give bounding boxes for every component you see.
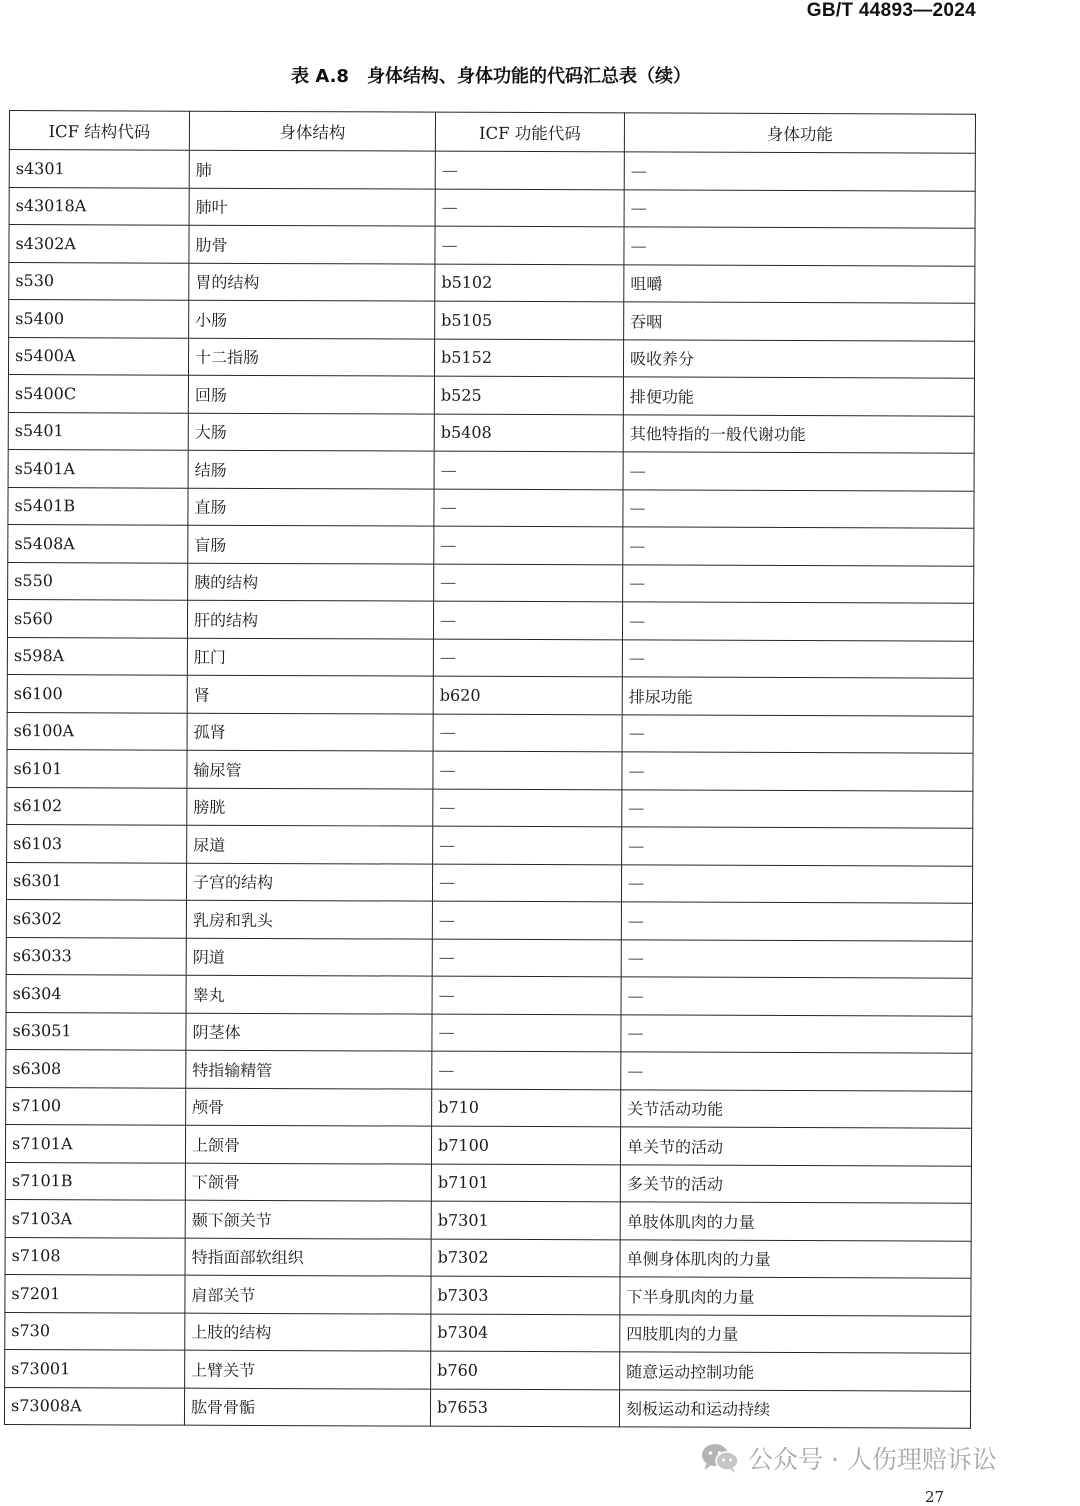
header-body-function: 身体功能 [624, 113, 975, 153]
table-row [9, 187, 975, 228]
body-function-cell: — [624, 189, 975, 228]
page-number: 27 [925, 1488, 945, 1506]
table-row [7, 637, 973, 678]
body-function-cell: — [622, 714, 973, 753]
icf-structure-code-cell: s5400C [8, 374, 188, 412]
icf-function-code-cell: — [432, 1051, 621, 1089]
body-function-cell: 随意运动控制功能 [620, 1352, 971, 1391]
icf-function-code-cell: b7100 [431, 1126, 620, 1164]
table-row [7, 787, 973, 828]
icf-structure-code-cell: s73001 [5, 1349, 185, 1387]
body-function-cell: 吸收养分 [623, 339, 974, 378]
icf-function-code-cell: — [432, 1014, 621, 1052]
body-structure-cell: 肺 [189, 150, 435, 188]
body-function-cell: 排便功能 [623, 377, 974, 416]
icf-structure-code-cell: s5400 [9, 300, 189, 338]
body-function-cell: 单肢体肌肉的力量 [620, 1202, 971, 1241]
table-row [7, 674, 973, 715]
icf-structure-code-cell: s6100A [7, 712, 187, 750]
body-function-cell: — [621, 977, 972, 1016]
icf-function-code-cell: — [432, 901, 621, 939]
icf-function-code-cell: b5152 [434, 339, 623, 377]
table-row [6, 1087, 972, 1128]
icf-structure-code-cell: s560 [7, 599, 187, 637]
icf-structure-code-cell: s6100 [7, 674, 187, 712]
icf-structure-code-cell: s43018A [9, 187, 189, 225]
body-structure-cell: 下颌骨 [185, 1163, 431, 1201]
icf-structure-code-cell: s730 [5, 1312, 185, 1350]
table-row [9, 150, 975, 191]
table-row [8, 487, 974, 528]
body-structure-cell: 胃的结构 [189, 263, 435, 301]
icf-function-code-cell: b7302 [431, 1239, 620, 1277]
header-icf-function-code: ICF 功能代码 [435, 112, 624, 152]
icf-structure-code-cell: s7101A [5, 1124, 185, 1162]
table-row [8, 374, 974, 415]
body-function-cell: — [624, 227, 975, 266]
table-row [8, 412, 974, 453]
icf-structure-code-cell: s63051 [6, 1012, 186, 1050]
icf-function-code-cell: b760 [431, 1351, 620, 1389]
icf-structure-code-cell: s5408A [8, 524, 188, 562]
icf-function-code-cell: — [433, 639, 622, 677]
icf-structure-code-cell: s5401 [8, 412, 188, 450]
table-row [8, 524, 974, 565]
body-function-cell: — [623, 564, 974, 603]
icf-function-code-cell: — [432, 976, 621, 1014]
body-function-cell: — [623, 489, 974, 528]
icf-function-code-cell: b7304 [431, 1314, 620, 1352]
icf-structure-code-cell: s598A [7, 637, 187, 675]
body-function-cell: 多关节的活动 [620, 1164, 971, 1203]
table-row [5, 1199, 971, 1240]
icf-structure-code-cell: s7100 [6, 1087, 186, 1125]
body-function-cell: — [623, 452, 974, 491]
icf-structure-code-cell: s5401A [8, 449, 188, 487]
body-structure-cell: 肱骨骨骺 [184, 1388, 430, 1426]
icf-structure-code-cell: s6308 [6, 1049, 186, 1087]
body-structure-cell: 肛门 [187, 638, 433, 676]
icf-function-code-cell: — [434, 489, 623, 527]
body-structure-cell: 直肠 [188, 488, 434, 526]
body-structure-cell: 输尿管 [187, 750, 433, 788]
table-row [8, 449, 974, 490]
table-title [0, 62, 982, 88]
body-function-cell: — [622, 827, 973, 866]
body-structure-cell: 肝的结构 [187, 600, 433, 638]
body-structure-cell: 回肠 [188, 375, 434, 413]
table-row [5, 1124, 971, 1165]
body-structure-cell: 胰的结构 [188, 563, 434, 601]
icf-function-code-cell: b7303 [431, 1276, 620, 1314]
icf-function-code-cell: — [433, 601, 622, 639]
body-structure-cell: 大肠 [188, 413, 434, 451]
body-structure-cell: 十二指肠 [188, 338, 434, 376]
icf-function-code-cell: — [433, 751, 622, 789]
body-structure-cell: 上臂关节 [185, 1350, 431, 1388]
body-structure-cell: 尿道 [187, 825, 433, 863]
watermark-text: 公众号 · 人伤理赔诉讼 [748, 1445, 997, 1474]
body-function-cell: 四肢肌肉的力量 [620, 1314, 971, 1353]
body-structure-cell: 特指面部软组织 [185, 1238, 431, 1276]
icf-function-code-cell: — [434, 451, 623, 489]
icf-function-code-cell: — [433, 826, 622, 864]
table-row [9, 262, 975, 303]
body-function-cell: 下半身肌肉的力量 [620, 1277, 971, 1316]
icf-function-code-cell: — [434, 564, 623, 602]
table-row [7, 749, 973, 790]
body-function-cell: 关节活动功能 [621, 1089, 972, 1128]
icf-structure-code-cell: s5401B [8, 487, 188, 525]
table-header-row [9, 111, 975, 154]
table-row [6, 974, 972, 1015]
table-row [6, 937, 972, 978]
table-row [6, 1012, 972, 1053]
icf-structure-code-cell: s7103A [5, 1199, 185, 1237]
icf-structure-code-cell: s4302A [9, 225, 189, 263]
icf-structure-code-cell: s550 [8, 562, 188, 600]
body-structure-cell: 阴道 [186, 938, 432, 976]
table-row [9, 300, 975, 341]
table-body [4, 150, 975, 1429]
icf-function-code-cell: — [433, 789, 622, 827]
body-structure-cell: 睾丸 [186, 975, 432, 1013]
icf-structure-code-cell: s6101 [7, 749, 187, 787]
icf-structure-code-cell: s7201 [5, 1274, 185, 1312]
icf-function-code-cell: b7653 [430, 1389, 619, 1427]
watermark [700, 1440, 997, 1476]
icf-structure-code-cell: s5400A [8, 337, 188, 375]
body-structure-cell: 特指输精管 [186, 1050, 432, 1088]
body-structure-cell: 肩部关节 [185, 1275, 431, 1313]
table-number: 表 A.8 [291, 66, 349, 87]
body-function-cell: 排尿功能 [622, 677, 973, 716]
header-icf-structure-code: ICF 结构代码 [9, 111, 189, 151]
body-structure-cell: 阴茎体 [186, 1013, 432, 1051]
icf-structure-code-cell: s530 [9, 262, 189, 300]
body-function-cell: — [621, 1052, 972, 1091]
table-row [8, 562, 974, 603]
table-row [7, 824, 973, 865]
header-body-structure: 身体结构 [189, 111, 435, 151]
icf-function-code-cell: — [435, 151, 624, 189]
body-structure-cell: 颞下颌关节 [185, 1200, 431, 1238]
table-row [5, 1274, 971, 1315]
icf-function-code-cell: — [432, 939, 621, 977]
body-function-cell: 吞咽 [624, 302, 975, 341]
code-summary-table [4, 110, 976, 1429]
icf-function-code-cell: b620 [433, 676, 622, 714]
body-structure-cell: 盲肠 [188, 525, 434, 563]
table-row [4, 1387, 970, 1428]
table-row [5, 1237, 971, 1278]
body-function-cell: — [624, 152, 975, 191]
icf-function-code-cell: b7301 [431, 1201, 620, 1239]
icf-function-code-cell: b525 [434, 376, 623, 414]
body-structure-cell: 肾 [187, 675, 433, 713]
body-structure-cell: 颅骨 [186, 1088, 432, 1126]
body-structure-cell: 子宫的结构 [186, 863, 432, 901]
wechat-icon [700, 1442, 740, 1474]
table-row [6, 899, 972, 940]
body-function-cell: — [621, 902, 972, 941]
body-function-cell: — [622, 752, 973, 791]
icf-function-code-cell: b7101 [431, 1164, 620, 1202]
body-structure-cell: 孤肾 [187, 713, 433, 751]
body-function-cell: — [623, 527, 974, 566]
icf-function-code-cell: — [435, 226, 624, 264]
body-structure-cell: 肋骨 [189, 225, 435, 263]
icf-structure-code-cell: s6301 [6, 862, 186, 900]
icf-function-code-cell: — [435, 189, 624, 227]
icf-structure-code-cell: s4301 [9, 150, 189, 188]
table-row [5, 1162, 971, 1203]
body-structure-cell: 小肠 [189, 300, 435, 338]
icf-function-code-cell: — [434, 526, 623, 564]
icf-function-code-cell: — [432, 864, 621, 902]
icf-structure-code-cell: s6103 [7, 824, 187, 862]
body-function-cell: 刻板运动和运动持续 [619, 1389, 970, 1428]
table-title-text: 身体结构、身体功能的代码汇总表（续） [366, 66, 691, 87]
body-function-cell: 单侧身体肌肉的力量 [620, 1239, 971, 1278]
body-function-cell: 其他特指的一般代谢功能 [623, 414, 974, 453]
icf-structure-code-cell: s6102 [7, 787, 187, 825]
icf-structure-code-cell: s6304 [6, 974, 186, 1012]
table-row [6, 1049, 972, 1090]
icf-function-code-cell: b5105 [435, 301, 624, 339]
icf-structure-code-cell: s7108 [5, 1237, 185, 1275]
body-structure-cell: 膀胱 [187, 788, 433, 826]
body-function-cell: — [622, 602, 973, 641]
body-function-cell: 单关节的活动 [620, 1127, 971, 1166]
icf-function-code-cell: b5408 [434, 414, 623, 452]
body-function-cell: — [622, 789, 973, 828]
icf-function-code-cell: — [433, 714, 622, 752]
table-row [7, 712, 973, 753]
body-structure-cell: 肺叶 [189, 188, 435, 226]
icf-structure-code-cell: s73008A [4, 1387, 184, 1425]
table-row [7, 599, 973, 640]
body-structure-cell: 结肠 [188, 450, 434, 488]
icf-function-code-cell: b710 [432, 1089, 621, 1127]
body-function-cell: — [621, 1014, 972, 1053]
body-function-cell: 咀嚼 [624, 264, 975, 303]
icf-function-code-cell: b5102 [435, 264, 624, 302]
body-function-cell: — [621, 864, 972, 903]
body-function-cell: — [622, 639, 973, 678]
icf-structure-code-cell: s6302 [6, 899, 186, 937]
body-structure-cell: 上肢的结构 [185, 1313, 431, 1351]
body-function-cell: — [621, 939, 972, 978]
table-row [5, 1349, 971, 1390]
table-row [9, 225, 975, 266]
table-row [5, 1312, 971, 1353]
table-row [6, 862, 972, 903]
body-structure-cell: 乳房和乳头 [186, 900, 432, 938]
icf-structure-code-cell: s7101B [5, 1162, 185, 1200]
icf-structure-code-cell: s63033 [6, 937, 186, 975]
body-structure-cell: 上颌骨 [185, 1125, 431, 1163]
standard-code: GB/T 44893—2024 [806, 0, 976, 21]
table-row [8, 337, 974, 378]
